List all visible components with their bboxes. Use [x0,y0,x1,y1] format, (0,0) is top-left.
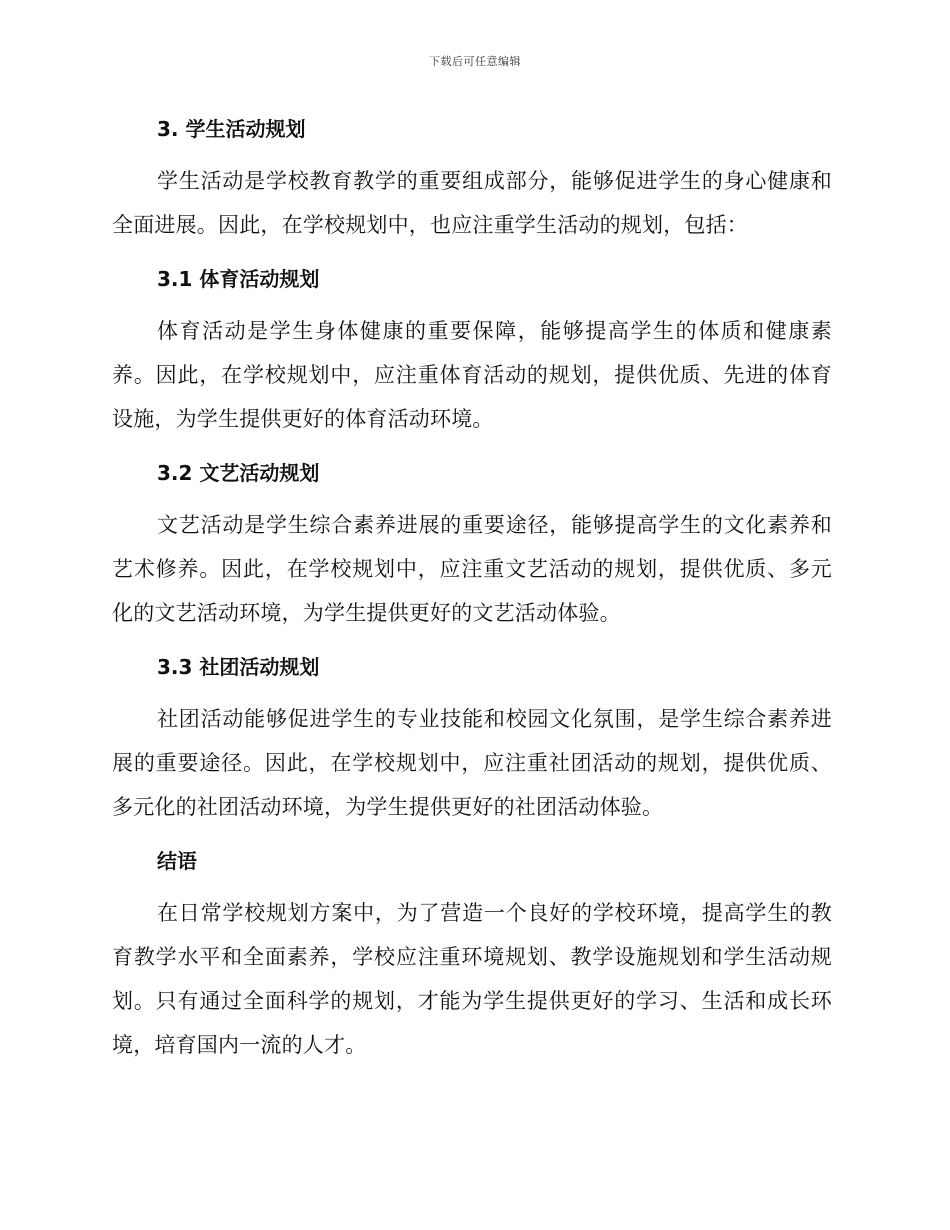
section-paragraph: 学生活动是学校教育教学的重要组成部分，能够促进学生的身心健康和全面进展。因此，在学校规划中，也应注重学生活动的规划，包括： [112,169,832,237]
section-heading: 3.3 社团活动规划 [157,655,320,679]
section-conclusion [112,841,832,1067]
document-body [112,109,832,1075]
section-club-activities [112,647,832,829]
section-sports-activities [112,259,832,441]
section-student-activities [112,109,832,247]
section-arts-activities [112,453,832,635]
section-heading: 3.2 文艺活动规划 [157,461,320,485]
section-paragraph: 文艺活动是学生综合素养进展的重要途径，能够提高学生的文化素养和艺术修养。因此，在学校规划中，应注重文艺活动的规划，提供优质、多元化的文艺活动环境，为学生提供更好的文艺活动体验。 [112,513,832,625]
section-paragraph: 社团活动能够促进学生的专业技能和校园文化氛围，是学生综合素养进展的重要途径。因此，在学校规划中，应注重社团活动的规划，提供优质、多元化的社团活动环境，为学生提供更好的社团活动体验。 [112,707,832,819]
page-header-note: 下载后可任意编辑 [429,55,521,68]
section-heading: 结语 [157,849,197,873]
section-heading: 3.1 体育活动规划 [157,267,320,291]
section-paragraph: 在日常学校规划方案中，为了营造一个良好的学校环境，提高学生的教育教学水平和全面素养，学校应注重环境规划、教学设施规划和学生活动规划。只有通过全面科学的规划，才能为学生提供更好的学习、生活和成长环境，培育国内一流的人才。 [112,901,832,1057]
section-heading: 3. 学生活动规划 [157,117,306,141]
section-paragraph: 体育活动是学生身体健康的重要保障，能够提高学生的体质和健康素养。因此，在学校规划中，应注重体育活动的规划，提供优质、先进的体育设施，为学生提供更好的体育活动环境。 [112,319,832,431]
